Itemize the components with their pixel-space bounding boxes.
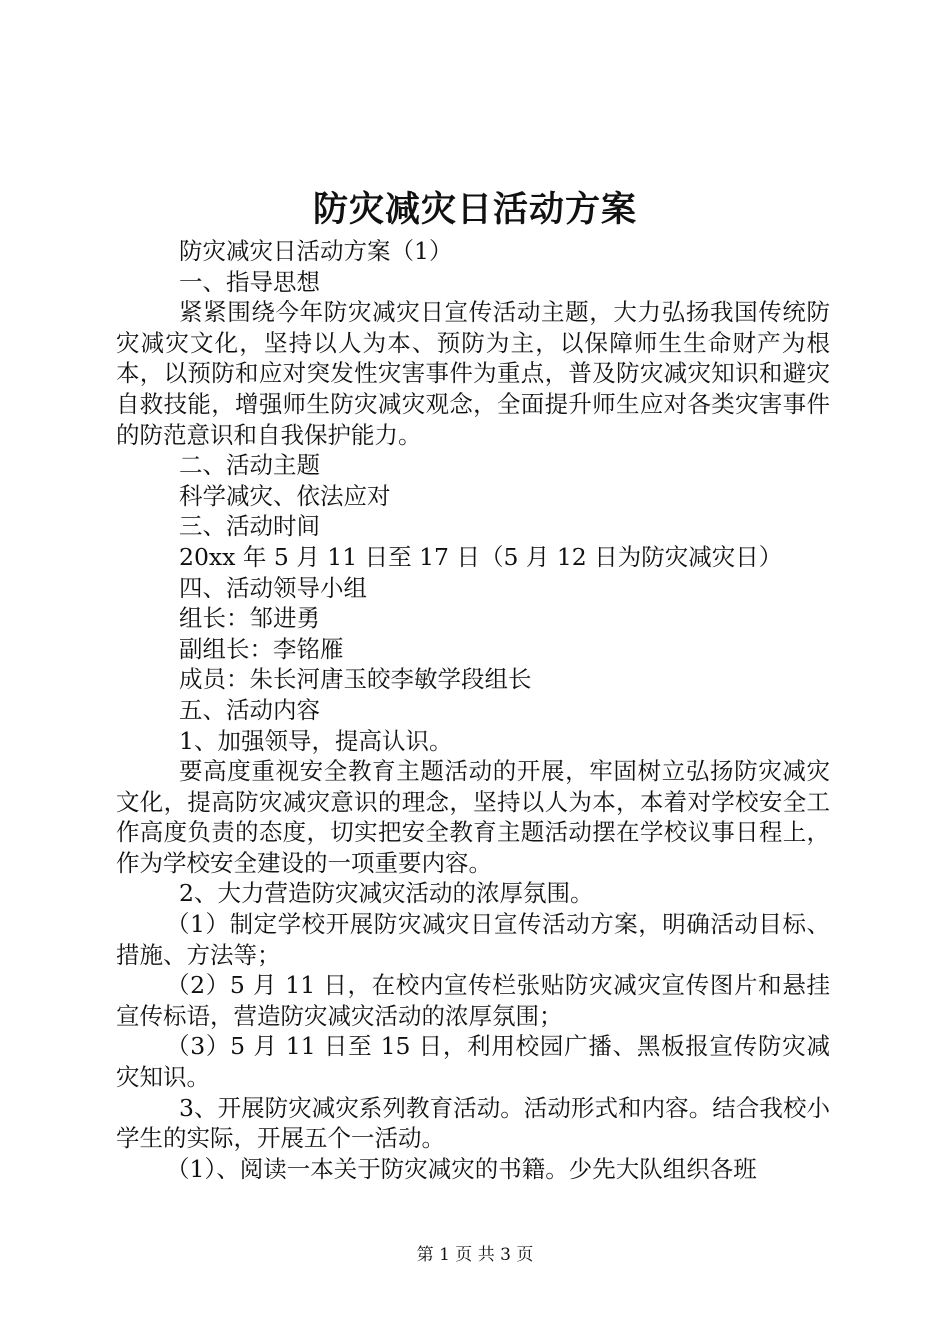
- item-3-sub-1: （1）、阅读一本关于防灾减灾的书籍。少先大队组织各班: [166, 1154, 757, 1183]
- paragraph-deputy-leader: 副组长：李铭雁: [179, 634, 344, 663]
- heading-theme: 二、活动主题: [179, 451, 320, 480]
- item-2-sub-3: （3）5 月 11 日至 15 日，利用校园广播、黑板报宣传防灾减灾知识。: [116, 1032, 830, 1092]
- paragraph-members: 成员：朱长河唐玉皎李敏学段组长: [179, 665, 532, 694]
- item-3-heading: 3、开展防灾减灾系列教育活动。活动形式和内容。结合我校小学生的实际，开展五个一活动。: [116, 1093, 830, 1153]
- item-2-heading: 2、大力营造防灾减灾活动的浓厚氛围。: [179, 879, 594, 908]
- paragraph-theme: 科学减灾、依法应对: [179, 481, 391, 510]
- paragraph-leader: 组长：邹进勇: [179, 604, 320, 633]
- paragraph-time: 20xx 年 5 月 11 日至 17 日（5 月 12 日为防灾减灾日）: [179, 542, 783, 571]
- item-2-sub-2: （2）5 月 11 日，在校内宣传栏张贴防灾减灾宣传图片和悬挂宣传标语，营造防灾减灾活动的浓厚氛围；: [116, 971, 830, 1030]
- document-title: 防灾减灾日活动方案: [312, 189, 637, 230]
- paragraph-guiding-idea: 紧紧围绕今年防灾减灾日宣传活动主题，大力弘扬我国传统防灾减灾文化，坚持以人为本、预防为主，以保障师生生命财产为根本，以预防和应对突发性灾害事件为重点，普及防灾减灾知识和避灾自救技能，增强师生防灾减灾观念，全面提升师生应对各类灾害事件的防范意识和自我保护能力。: [116, 298, 830, 449]
- page-footer: 第 1 页 共 3 页: [416, 1245, 534, 1265]
- item-2-sub-1: （1）制定学校开展防灾减灾日宣传活动方案，明确活动目标、措施、方法等；: [116, 910, 830, 969]
- heading-content: 五、活动内容: [179, 695, 320, 724]
- paragraph-subtitle: 防灾减灾日活动方案（1）: [179, 237, 453, 265]
- item-1-heading: 1、加强领导，提高认识。: [179, 726, 453, 755]
- heading-time: 三、活动时间: [179, 512, 320, 541]
- document-body: [116, 236, 830, 1184]
- heading-leadership: 四、活动领导小组: [179, 573, 367, 602]
- heading-guiding-idea: 一、指导思想: [179, 267, 320, 296]
- item-1-paragraph: 要高度重视安全教育主题活动的开展，牢固树立弘扬防灾减灾文化，提高防灾减灾意识的理念，坚持以人为本，本着对学校安全工作高度负责的态度，切实把安全教育主题活动摆在学校议事日程上，作为学校安全建设的一项重要内容。: [116, 757, 830, 877]
